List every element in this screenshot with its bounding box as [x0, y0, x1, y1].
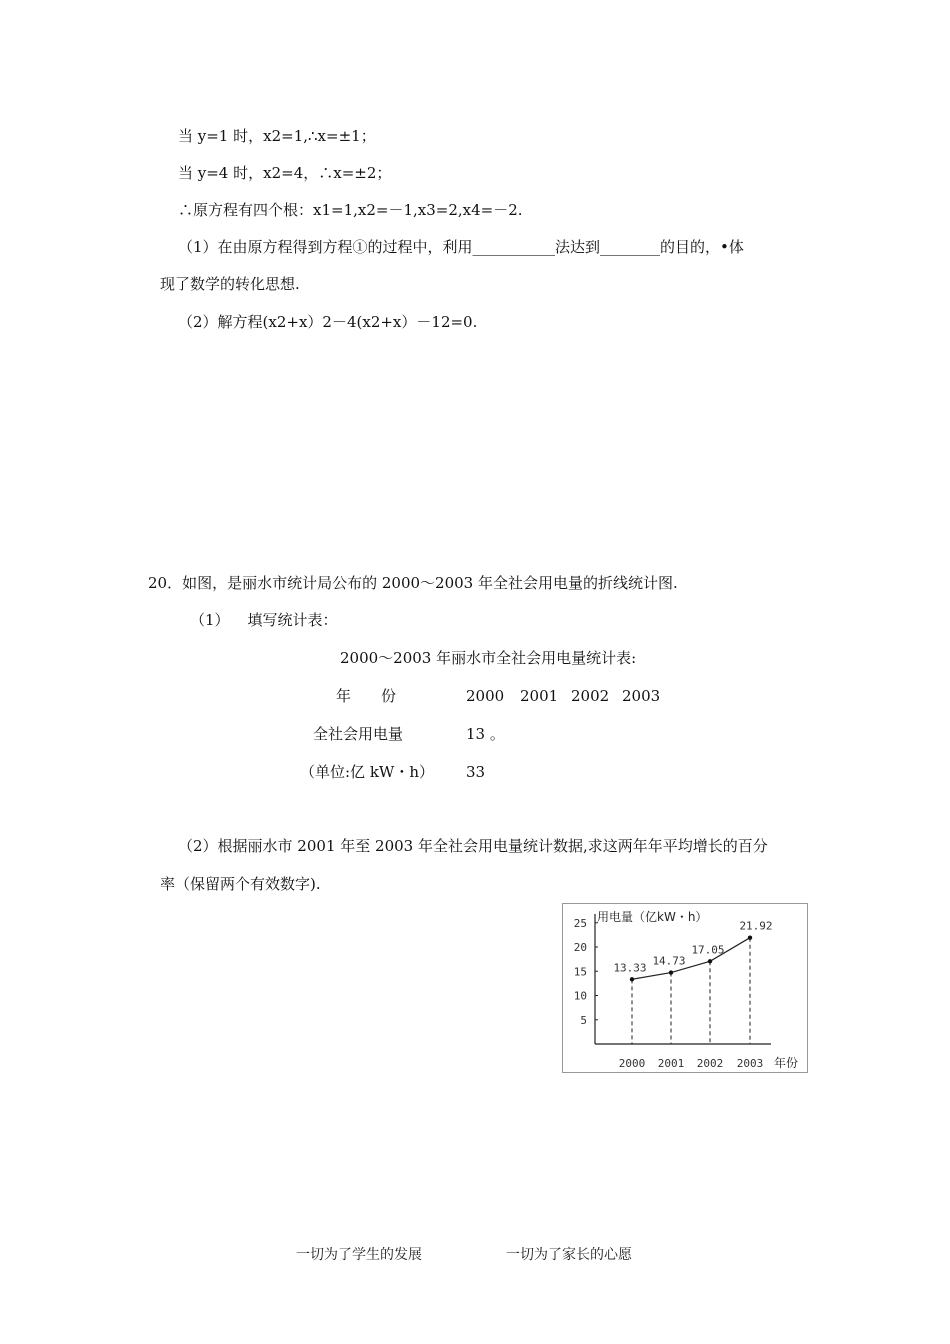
data-label: 21.92 — [739, 919, 773, 933]
table-usage-value-1: 13 。 — [466, 725, 505, 743]
question-2: （2）解方程(x2+x）2－4(x2+x）－12=0. — [178, 313, 478, 331]
table-year-2001: 2001 — [520, 687, 559, 705]
table-unit-label: （单位:亿 kW・h） — [300, 763, 434, 781]
data-label: 17.05 — [691, 943, 725, 957]
y-tick-label: 20 — [573, 941, 587, 954]
table-usage-label: 全社会用电量 — [313, 725, 404, 743]
y-tick-label: 25 — [573, 916, 587, 930]
table-title: 2000～2003 年丽水市全社会用电量统计表: — [340, 649, 637, 667]
data-point — [630, 977, 634, 981]
part-1-number: （1） — [190, 611, 230, 629]
data-point — [748, 935, 752, 939]
data-label: 13.33 — [613, 961, 647, 975]
problem-20-part-1 — [190, 610, 338, 630]
part-2-line-2: 率（保留两个有效数字). — [160, 875, 321, 893]
table-usage-value-2: 33 — [466, 763, 486, 781]
data-point — [669, 970, 673, 974]
part-1-text: 填写统计表： — [247, 611, 338, 629]
y-axis-label: 用电量（亿kW・h） — [597, 910, 708, 924]
solution-line-2: 当 y=4 时，x2=4，∴x=±2； — [178, 164, 392, 182]
x-tick-label: 2000 — [618, 1057, 646, 1070]
question-1-line-1: （1）在由原方程得到方程①的过程中，利用___________法达到________的目的，•体 — [178, 238, 744, 256]
x-axis-label: 年份 — [774, 1056, 799, 1070]
data-point — [708, 959, 712, 963]
problem-20-intro: 20．如图，是丽水市统计局公布的 2000～2003 年全社会用电量的折线统计图. — [148, 574, 678, 592]
solution-line-1: 当 y=1 时，x2=1,∴x=±1； — [178, 127, 376, 145]
table-year-2000: 2000 — [466, 687, 505, 705]
x-tick-label: 2002 — [696, 1057, 724, 1070]
solution-line-3: ∴原方程有四个根：x1=1,x2=－1,x3=2,x4=－2. — [178, 201, 523, 219]
data-label: 14.73 — [652, 954, 686, 968]
footer-left: 一切为了学生的发展 — [296, 1247, 422, 1263]
y-tick-label: 15 — [573, 965, 587, 979]
electricity-line-chart — [562, 903, 808, 1073]
footer-right: 一切为了家长的心愿 — [506, 1247, 632, 1263]
y-tick-label: 10 — [573, 989, 587, 1003]
part-2-line-1: （2）根据丽水市 2001 年至 2003 年全社会用电量统计数据,求这两年年平均增长的百分 — [178, 837, 768, 855]
chart-svg — [563, 904, 807, 1072]
table-year-2002: 2002 — [571, 687, 610, 705]
table-year-label: 年 份 — [336, 687, 397, 705]
y-tick-label: 5 — [580, 1013, 587, 1027]
question-1-line-2: 现了数学的转化思想. — [160, 275, 300, 293]
x-tick-label: 2001 — [657, 1057, 685, 1070]
table-year-2003: 2003 — [622, 687, 661, 705]
x-tick-label: 2003 — [736, 1057, 764, 1070]
